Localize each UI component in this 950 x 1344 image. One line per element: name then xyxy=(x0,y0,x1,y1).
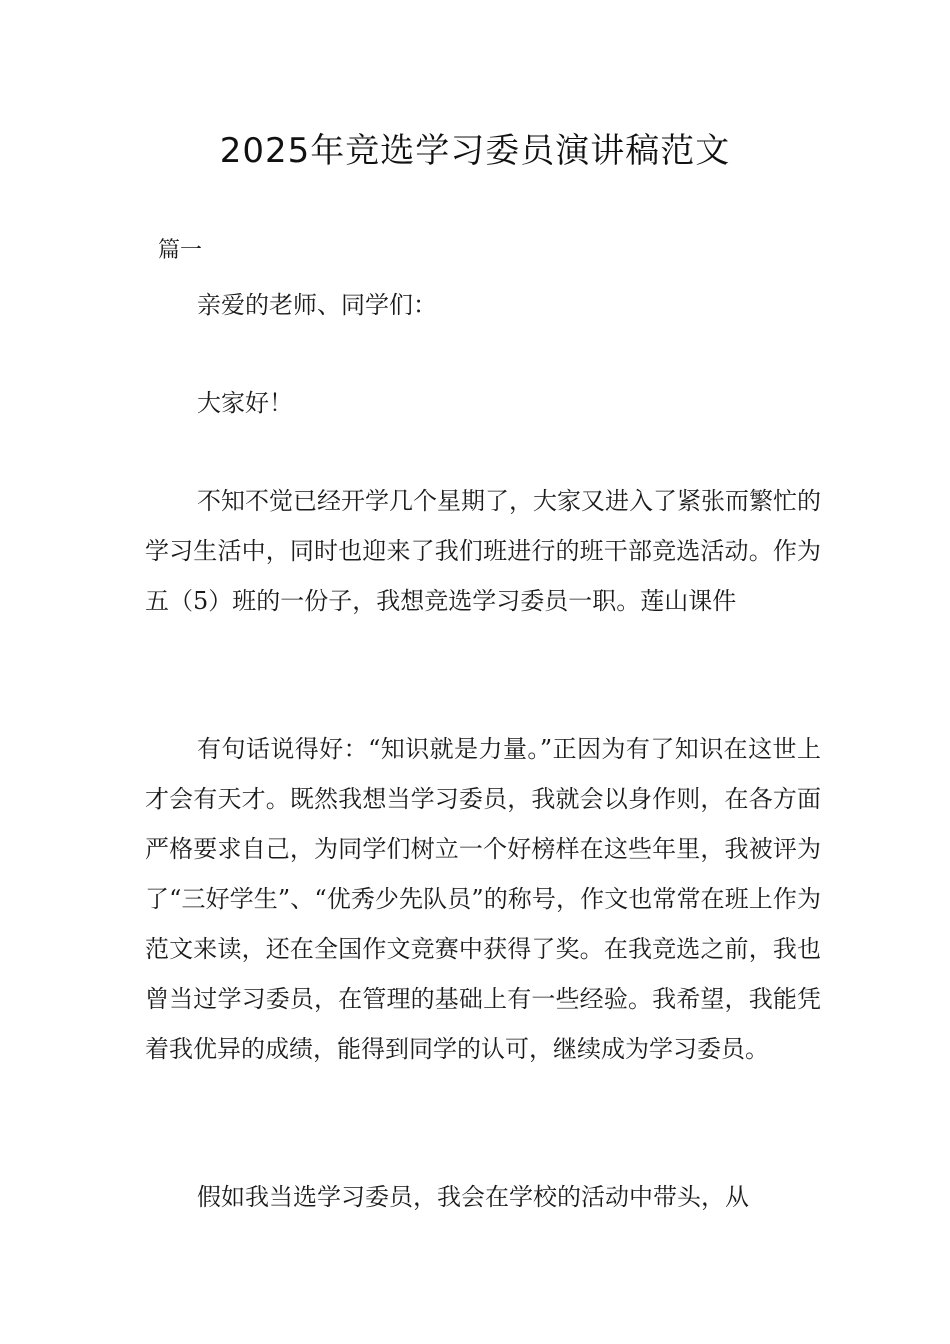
paragraph-greeting: 亲爱的老师、同学们： xyxy=(197,291,437,319)
paragraph-qualifications: 有句话说得好：“知识就是力量。”正因为有了知识在这世上才会有天才。既然我想当学习委员，我就会以身作则，在各方面严格要求自己，为同学们树立一个好榜样在这些年里，我被评为了“三好学生”、“优秀少先队员”的称号，作文也常常在班上作为范文来读，还在全国作文竞赛中获得了奖。在我竞选之前，我也曾当过学习委员，在管理的基础上有一些经验。我希望，我能凭着我优异的成绩，能得到同学的认可，继续成为学习委员。 xyxy=(145,735,821,1063)
paragraph-introduction: 不知不觉已经开学几个星期了，大家又进入了紧张而繁忙的学习生活中，同时也迎来了我们班进行的班干部竞选活动。作为五（5）班的一份子，我想竞选学习委员一职。莲山课件 xyxy=(145,487,821,615)
section-label: 篇一 xyxy=(158,238,203,263)
document-title: 2025年竞选学习委员演讲稿范文 xyxy=(219,131,731,171)
paragraph-hello: 大家好！ xyxy=(197,389,293,417)
paragraph-plan: 假如我当选学习委员，我会在学校的活动中带头，从 xyxy=(197,1183,749,1211)
